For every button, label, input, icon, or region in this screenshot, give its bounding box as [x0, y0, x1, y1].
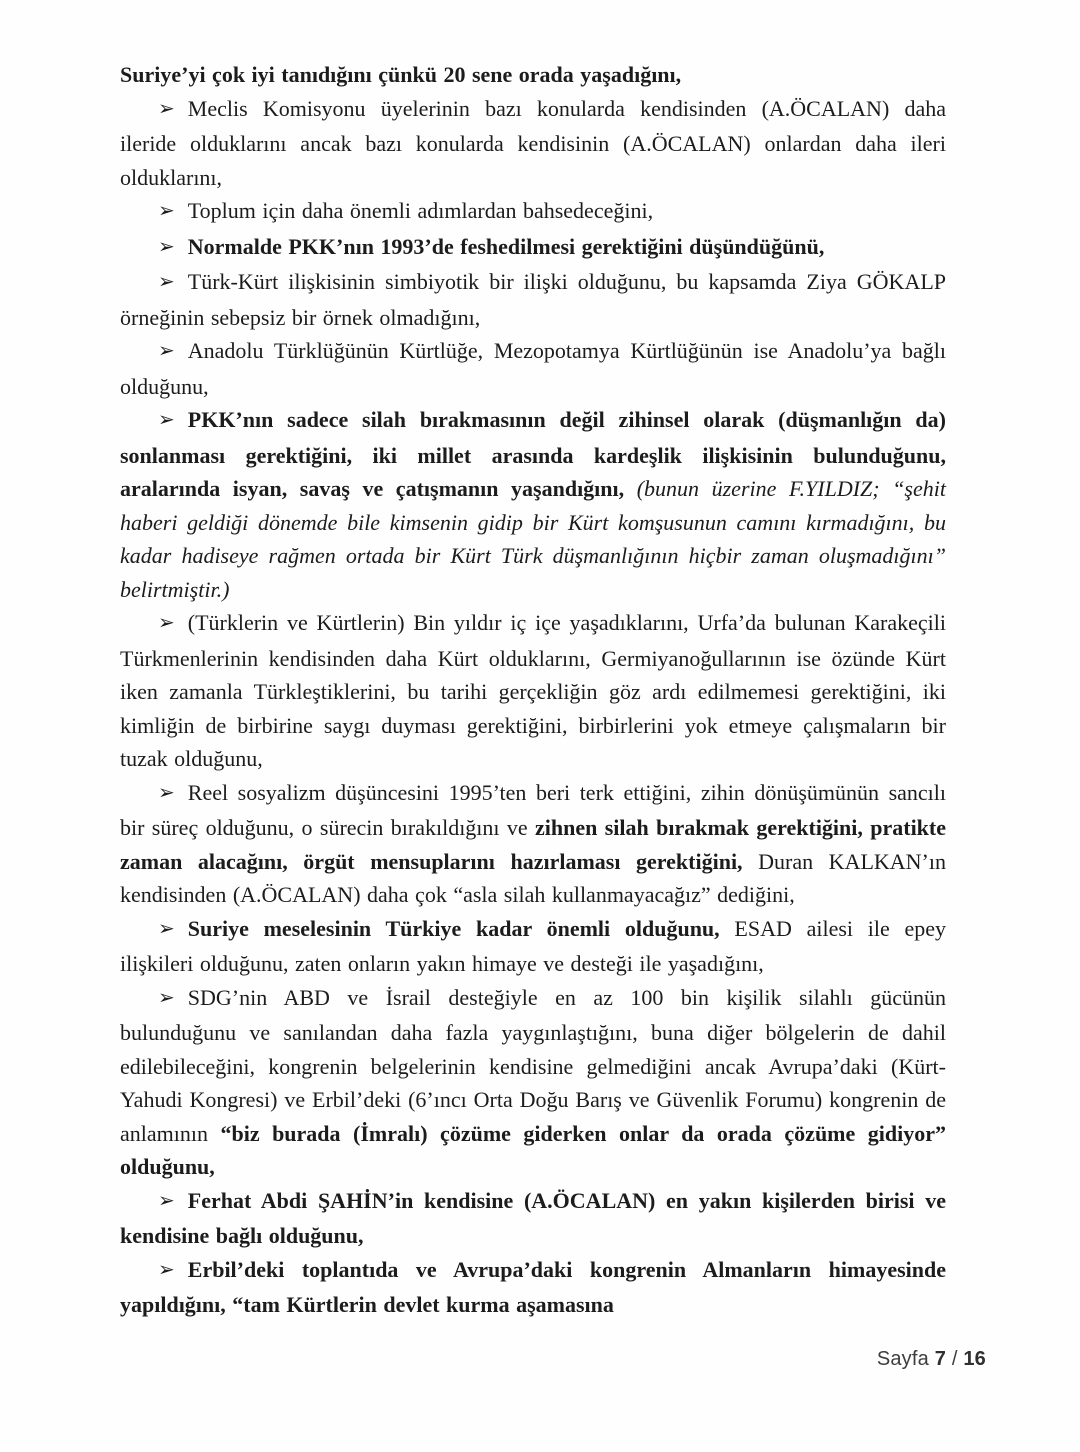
- list-item: [120, 403, 946, 606]
- list-item: [120, 230, 946, 266]
- bullet-arrow-icon: ➢: [158, 612, 175, 634]
- footer-page-number: 7: [934, 1348, 947, 1370]
- text-block: [120, 58, 946, 1322]
- footer-total-pages: 16: [963, 1348, 986, 1370]
- text-run: Toplum için daha önemli adımlardan bahsedeceğini,: [187, 198, 654, 223]
- bullet-arrow-icon: ➢: [158, 409, 175, 431]
- text-run: zihnen silah bırakmak gerektiğini, pratikte zaman alacağını, örgüt mensuplarını hazırlaması gerektiğini,: [120, 815, 947, 874]
- bullet-arrow-icon: ➢: [158, 235, 175, 258]
- bullet-arrow-icon: ➢: [158, 200, 175, 222]
- list-item: [120, 776, 946, 912]
- bullet-arrow-icon: ➢: [158, 271, 175, 293]
- footer-separator: /: [946, 1348, 964, 1370]
- list-item: [120, 606, 946, 776]
- text-run: Erbil’deki toplantıda ve Avrupa’daki kongrenin Almanların himayesinde yapıldığını, “tam Kürtlerin devlet kurma aşamasına: [120, 1256, 946, 1317]
- list-item: [120, 194, 946, 230]
- text-run: (bunun üzerine F.YILDIZ; “şehit haberi geldiği dönemde bile kimsenin gidip bir Kürt komşusunun camını kırmadığını, bu kadar hadiseye rağmen ortada bir Kürt Türk düşmanlığının hiçbir zaman oluşmadığını” belirtmiştir.): [120, 476, 946, 602]
- list-item: [120, 1253, 946, 1322]
- bullet-arrow-icon: ➢: [158, 1189, 175, 1212]
- bullet-arrow-icon: ➢: [158, 1258, 175, 1281]
- list-item: [120, 981, 946, 1184]
- document-heading: Suriye’yi çok iyi tanıdığını çünkü 20 sene orada yaşadığını,: [120, 62, 682, 87]
- list-item: [120, 912, 946, 981]
- text-run: Duran KALKAN’ın kendisinden (A.ÖCALAN) daha çok “asla silah kullanmayacağız” dediğini,: [120, 848, 946, 907]
- text-run: (Türklerin ve Kürtlerin) Bin yıldır iç içe yaşadıklarını, Urfa’da bulunan Karakeçili Türkmenlerinin kendisinden daha Kürt olduklarını, Germiyanoğullarının ise özünde Kürt iken zamanla Türkleştiklerini, bu tarihi gerçekliğin göz ardı edilmemesi gerektiğini, iki kimliğin de birbirine saygı duyması gerektiğini, birbirlerini yok etmeye çalışmaların bir tuzak olduğunu,: [120, 610, 946, 771]
- text-run: PKK’nın sadece silah bırakmasının değil zihinsel olarak (düşmanlığın da) sonlanması gerektiğini, iki millet arasında kardeşlik ilişkisinin bulunduğunu, aralarında isyan, savaş ve çatışmanın yaşandığını,: [120, 407, 946, 501]
- text-run: ESAD ailesi ile epey ilişkileri olduğunu, zaten onların yakın himaye ve desteği ile yaşadığını,: [120, 915, 946, 976]
- text-run: Reel sosyalizm düşüncesini 1995’ten beri terk ettiğini, zihin dönüşümünün sancılı bir süreç olduğunu, o sürecin bırakıldığını ve: [120, 779, 946, 840]
- text-run: “biz burada (İmralı) çözüme giderken onlar da orada çözüme gidiyor” olduğunu,: [120, 1120, 946, 1179]
- list-item: [120, 265, 946, 334]
- text-run: Suriye meselesinin Türkiye kadar önemli olduğunu,: [187, 915, 720, 941]
- text-run: Anadolu Türklüğünün Kürtlüğe, Mezopotamya Kürtlüğünün ise Anadolu’ya bağlı olduğunu,: [120, 338, 946, 399]
- list-item: [120, 1184, 946, 1253]
- list-item: [120, 92, 946, 195]
- bullet-list: [120, 92, 946, 1322]
- list-item: [120, 334, 946, 403]
- bullet-arrow-icon: ➢: [158, 986, 175, 1009]
- bullet-arrow-icon: ➢: [158, 340, 175, 362]
- text-run: Türk-Kürt ilişkisinin simbiyotik bir ilişki olduğunu, bu kapsamda Ziya GÖKALP örneğinin sebepsiz bir örnek olmadığını,: [120, 269, 946, 330]
- text-run: SDG’nin ABD ve İsrail desteğiyle en az 100 bin kişilik silahlı gücünün bulunduğunu ve sanılandan daha fazla yaygınlaştığını, buna diğer bölgelerin de dahil edilebileceğini, kongrenin belgelerinin kendisine gelmediğini ancak Avrupa’daki (Kürt-Yahudi Kongresi) ve Erbil’deki (6’ıncı Orta Doğu Barış ve Güvenlik Forumu) kongrenin de anlamının: [120, 984, 946, 1146]
- text-run: Normalde PKK’nın 1993’de feshedilmesi gerektiğini düşündüğünü,: [187, 233, 825, 259]
- text-run: Ferhat Abdi ŞAHİN’in kendisine (A.ÖCALAN) en yakın kişilerden birisi ve kendisine bağlı olduğunu,: [120, 1187, 946, 1248]
- bullet-arrow-icon: ➢: [158, 781, 175, 804]
- page-footer: [877, 1348, 986, 1371]
- footer-label: Sayfa: [876, 1348, 929, 1370]
- bullet-arrow-icon: ➢: [158, 917, 175, 940]
- text-run: Meclis Komisyonu üyelerinin bazı konularda kendisinden (A.ÖCALAN) daha ileride olduklarını ancak bazı konularda kendisinin (A.ÖCALAN) onlardan daha ileri olduklarını,: [120, 95, 946, 190]
- bullet-arrow-icon: ➢: [158, 97, 175, 120]
